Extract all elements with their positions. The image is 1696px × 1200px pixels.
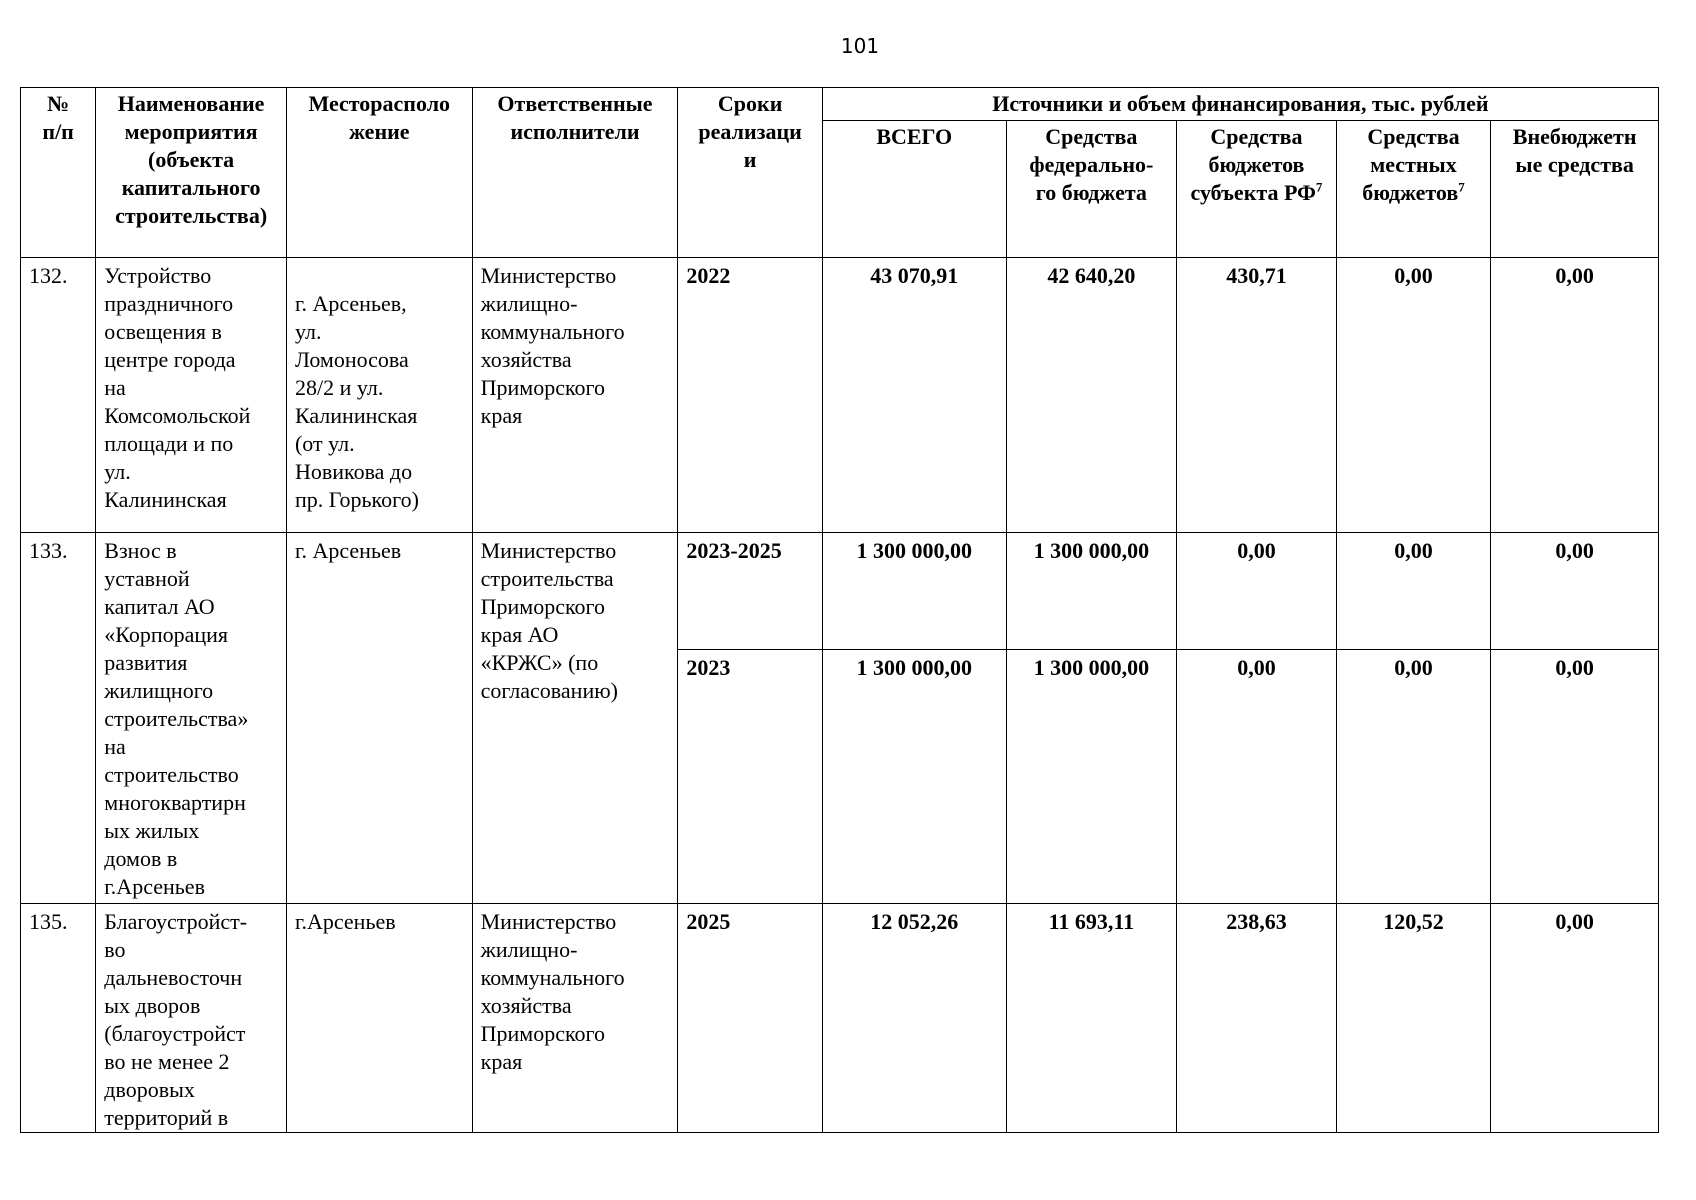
header-terms: Сроки реализаци и — [678, 88, 823, 258]
row-term: 2022 — [678, 258, 823, 533]
header-subject-footnote: 7 — [1315, 179, 1323, 195]
row-name: Благоустройст- во дальневосточн ых дворов (благоустройст во не менее 2 дворовых территорий в — [96, 904, 287, 1133]
row-extra: 0,00 — [1491, 258, 1659, 533]
table-row — [21, 904, 1659, 1133]
row-location: г. Арсеньев — [286, 533, 472, 904]
row-location: г.Арсеньев — [286, 904, 472, 1133]
table-row — [21, 533, 1659, 650]
row-total: 1 300 000,00 — [822, 533, 1006, 650]
row-local: 0,00 — [1336, 258, 1491, 533]
row-federal: 11 693,11 — [1006, 904, 1177, 1133]
table-row — [21, 258, 1659, 533]
row-federal: 42 640,20 — [1006, 258, 1177, 533]
header-federal: Средства федерально- го бюджета — [1006, 121, 1177, 258]
header-financing-group: Источники и объем финансирования, тыс. рублей — [822, 88, 1658, 121]
row-subject: 430,71 — [1177, 258, 1337, 533]
header-total: ВСЕГО — [822, 121, 1006, 258]
header-executors: Ответственные исполнители — [472, 88, 678, 258]
header-local-text: Средства местных бюджетов — [1362, 124, 1460, 205]
row-federal: 1 300 000,00 — [1006, 650, 1177, 904]
header-subject — [1177, 121, 1337, 258]
row-extra: 0,00 — [1491, 650, 1659, 904]
row-term: 2023 — [678, 650, 823, 904]
row-executors: Министерство жилищно- коммунального хозяйства Приморского края — [472, 258, 678, 533]
row-name: Взнос в уставной капитал АО «Корпорация развития жилищного строительства» на строительство многоквартирн ых жилых домов в г.Арсеньев — [96, 533, 287, 904]
row-total: 12 052,26 — [822, 904, 1006, 1133]
row-federal: 1 300 000,00 — [1006, 533, 1177, 650]
row-local: 120,52 — [1336, 904, 1491, 1133]
header-row — [21, 88, 1659, 121]
row-name: Устройство праздничного освещения в центре города на Комсомольской площади и по ул. Калининская — [96, 258, 287, 533]
row-total: 43 070,91 — [822, 258, 1006, 533]
header-num: № п/п — [21, 88, 96, 258]
row-subject: 0,00 — [1177, 650, 1337, 904]
header-local-footnote: 7 — [1458, 179, 1465, 195]
row-term: 2025 — [678, 904, 823, 1133]
row-extra: 0,00 — [1491, 533, 1659, 650]
row-location: г. Арсеньев, ул. Ломоносова 28/2 и ул. Калининская (от ул. Новикова до пр. Горького) — [286, 258, 472, 533]
row-number: 133. — [21, 533, 96, 904]
row-term: 2023-2025 — [678, 533, 823, 650]
row-subject: 0,00 — [1177, 533, 1337, 650]
row-extra: 0,00 — [1491, 904, 1659, 1133]
financing-table — [20, 87, 1659, 1133]
header-subject-text: Средства бюджетов субъекта РФ — [1190, 124, 1316, 205]
header-name: Наименование мероприятия (объекта капитального строительства) — [96, 88, 287, 258]
header-location: Месторасполо жение — [286, 88, 472, 258]
header-extrabudget: Внебюджетн ые средства — [1491, 121, 1659, 258]
header-local — [1336, 121, 1491, 258]
row-executors: Министерство строительства Приморского края АО «КРЖС» (по согласованию) — [472, 533, 678, 904]
row-number: 132. — [21, 258, 96, 533]
row-total: 1 300 000,00 — [822, 650, 1006, 904]
row-local: 0,00 — [1336, 533, 1491, 650]
row-executors: Министерство жилищно- коммунального хозяйства Приморского края — [472, 904, 678, 1133]
page-number: 101 — [840, 34, 880, 58]
row-number: 135. — [21, 904, 96, 1133]
row-local: 0,00 — [1336, 650, 1491, 904]
row-subject: 238,63 — [1177, 904, 1337, 1133]
